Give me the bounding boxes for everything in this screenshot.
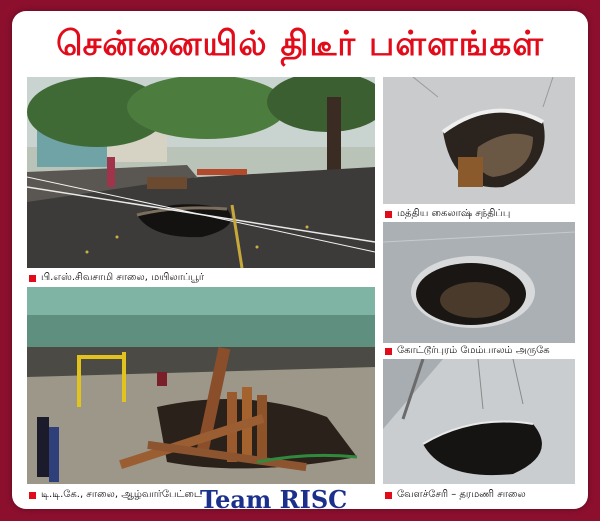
photo-caption — [29, 489, 202, 501]
photo-caption — [385, 489, 526, 501]
photo-road-sinkhole — [383, 359, 575, 484]
news-card — [12, 11, 588, 509]
caption-bullet — [29, 492, 36, 499]
photo-caption — [385, 208, 510, 220]
team-brand-label: Team RISC — [200, 485, 348, 509]
caption-bullet — [385, 211, 392, 218]
caption-text: வேளச்சேரி – தரமணி சாலை — [397, 489, 526, 500]
photo-street-sinkhole — [27, 77, 375, 268]
caption-bullet — [29, 275, 36, 282]
page-title: சென்னையில் திடீர் பள்ளங்கள் — [56, 24, 544, 64]
photo-caption — [385, 345, 550, 357]
caption-text: பி.எஸ்.சிவசாமி சாலை, மயிலாப்பூர் — [41, 272, 205, 283]
caption-text: டி.டி.கே., சாலை, ஆழ்வார்பேட்டை — [41, 489, 202, 500]
photo-junction-sinkhole — [383, 77, 575, 204]
caption-text: கோட்டூர்புரம் மேம்பாலம் அருகே — [397, 345, 550, 356]
photo-excavation-site — [27, 287, 375, 484]
photo-caption — [29, 272, 204, 284]
caption-bullet — [385, 492, 392, 499]
caption-bullet — [385, 348, 392, 355]
photo-flyover-sinkhole — [383, 222, 575, 343]
caption-text: மத்திய கைலாஷ் சந்திப்பு — [397, 208, 511, 219]
